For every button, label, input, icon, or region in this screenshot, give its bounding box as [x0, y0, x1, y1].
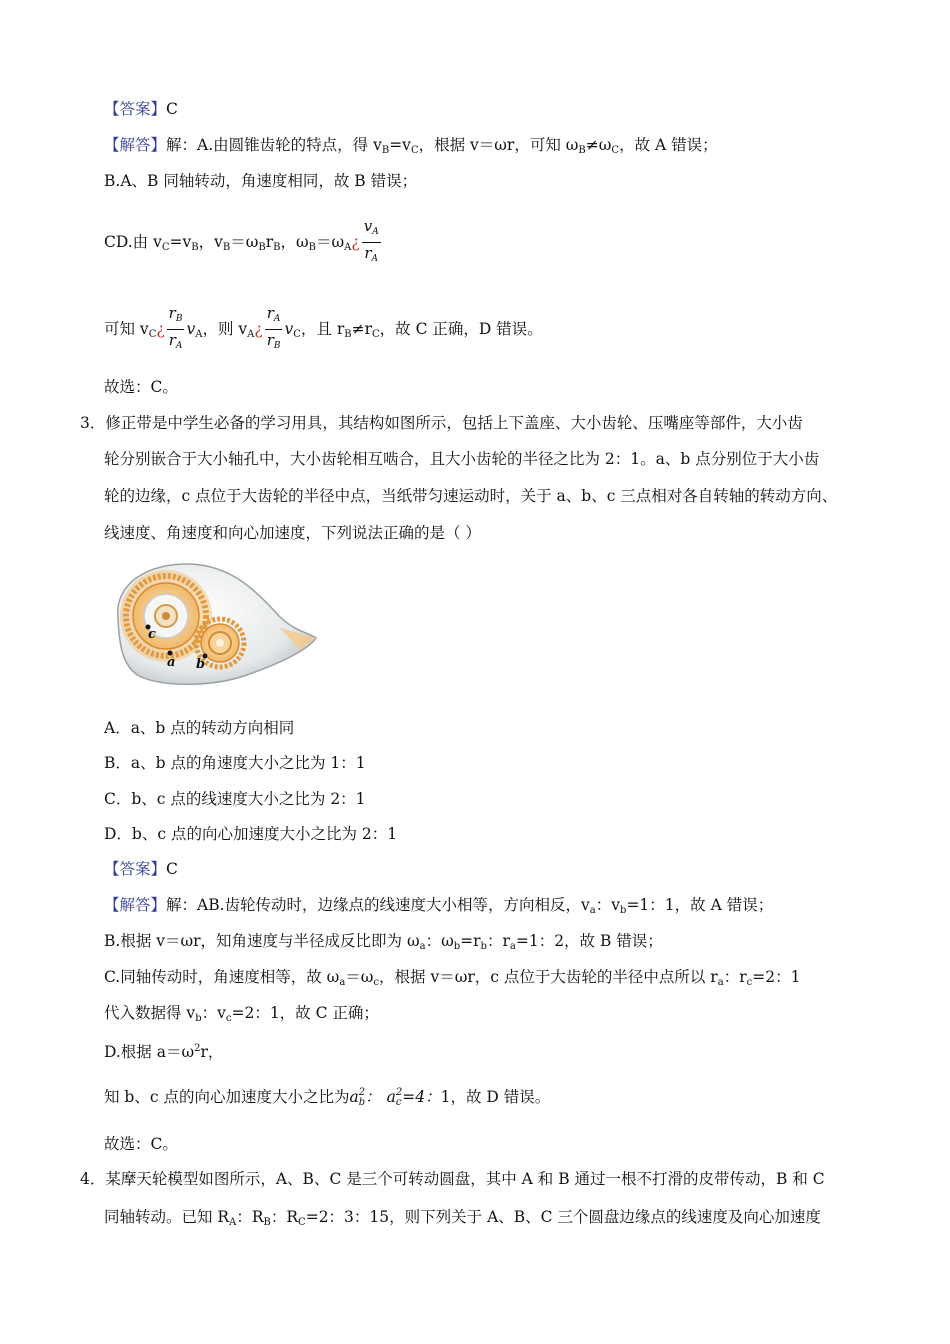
- q3-explain-1: [104, 894, 773, 922]
- text: A．a、b 点的转动方向相同: [104, 719, 295, 737]
- text: ，ω: [280, 233, 309, 251]
- q3-explain-3: [104, 966, 800, 994]
- text: ：r: [723, 968, 747, 986]
- sub: a: [589, 905, 596, 916]
- sub: B: [273, 341, 281, 351]
- sub: b: [480, 941, 487, 952]
- math-a: a: [349, 1088, 359, 1106]
- text: r: [168, 304, 176, 322]
- frac-num: [167, 305, 185, 330]
- sub: B: [344, 329, 352, 340]
- sub: A: [195, 329, 203, 340]
- text: =1：2，故 B 错误；: [515, 932, 663, 950]
- q3-stem-1: [80, 412, 803, 434]
- text: ，故 C 正确，D 错误。: [379, 320, 543, 338]
- text: ，根据 v＝ωr，c 点位于大齿轮的半径中点所以 r: [379, 968, 718, 986]
- text: ：R: [270, 1208, 299, 1226]
- text: ，且 r: [300, 320, 345, 338]
- text: D．b、c 点的向心加速度大小之比为 2：1: [104, 825, 398, 843]
- text: D.根据 a＝ω: [104, 1043, 195, 1061]
- q4-stem-1: [80, 1168, 825, 1190]
- sub: c: [225, 1013, 232, 1024]
- text: ：v: [595, 896, 621, 914]
- sub: C: [161, 242, 170, 253]
- question-mark-glyph: ¿: [351, 233, 360, 251]
- text: =2：1，故 C 正确；: [231, 1004, 379, 1022]
- explain-line-4: [104, 305, 543, 357]
- sub: A: [175, 341, 183, 351]
- sup: 2: [194, 1043, 201, 1054]
- sub: B: [381, 145, 390, 156]
- text: CD.由 v: [104, 233, 162, 251]
- sub: A: [247, 329, 255, 340]
- q3-option-b: [104, 752, 366, 774]
- sub: B: [308, 242, 317, 253]
- answer-line-prev: [104, 98, 178, 120]
- frac-den: [265, 330, 283, 355]
- text: ，v: [198, 233, 223, 251]
- sub: C: [410, 145, 419, 156]
- choose-line-prev: [104, 376, 178, 398]
- sub: C: [372, 329, 380, 340]
- text: 轮的边缘，c 点位于大齿轮的半径中点，当纸带匀速运动时，关于 a、b、c 三点相对各自转轴的转动方向、: [104, 487, 838, 505]
- text: 代入数据得 v: [104, 1004, 196, 1022]
- text: 同轴转动。已知 R: [104, 1208, 230, 1226]
- text: 解：AB.齿轮传动时，边缘点的线速度大小相等，方向相反，v: [166, 896, 590, 914]
- text: 3．修正带是中学生必备的学习用具，其结构如图所示，包括上下盖座、大小齿轮、压嘴座等部件，大小齿: [80, 414, 803, 432]
- q3-explain-4: [104, 1002, 379, 1030]
- sub: B: [258, 242, 266, 253]
- text: 1，故 D 错误。: [440, 1088, 551, 1106]
- sub: B: [175, 314, 183, 324]
- text: r: [266, 331, 274, 349]
- text: r: [265, 233, 274, 251]
- text: ＝ω: [316, 233, 345, 251]
- sub: C: [611, 145, 620, 156]
- text: r: [168, 331, 176, 349]
- q3-explain-6: [104, 1083, 550, 1111]
- sub: A: [273, 314, 281, 324]
- text: 故选：C。: [104, 378, 178, 396]
- text: B.A、B 同轴转动，角速度相同，故 B 错误；: [104, 172, 418, 190]
- sub: a: [419, 941, 426, 952]
- text: B．a、b 点的角速度大小之比为 1：1: [104, 754, 366, 772]
- text: v: [284, 320, 294, 338]
- text: ＝ω: [345, 968, 374, 986]
- q3-explain-5: [104, 1038, 223, 1063]
- sub: C: [148, 329, 157, 340]
- text: r: [364, 244, 372, 262]
- text: ：r: [486, 932, 510, 950]
- answer-value: C: [166, 860, 178, 878]
- text: =2：1: [752, 968, 801, 986]
- text: ＝ω: [230, 233, 259, 251]
- q3-explain-2: [104, 930, 663, 958]
- text: 故选：C。: [104, 1135, 178, 1153]
- explain-line-2: [104, 170, 417, 192]
- frac-num: [362, 218, 381, 243]
- text: ，则 v: [202, 320, 248, 338]
- text: =4：: [402, 1088, 441, 1106]
- text: ≠ω: [585, 136, 612, 154]
- q3-option-a: [104, 717, 294, 739]
- sub: a: [339, 977, 346, 988]
- text: =r: [460, 932, 481, 950]
- text: B.根据 v＝ωr，知角速度与半径成反比即为 ω: [104, 932, 420, 950]
- question-mark-glyph: ¿: [156, 320, 165, 338]
- frac-den: [167, 330, 185, 355]
- text: =v: [389, 136, 411, 154]
- sub: b: [453, 941, 461, 952]
- explain-tag: 【解答】: [104, 136, 167, 154]
- text: 解：A.由圆锥齿轮的特点，得 v: [166, 136, 382, 154]
- sub: b: [358, 1097, 366, 1108]
- text: ，故 A 错误；: [619, 136, 718, 154]
- sub: c: [395, 1097, 402, 1108]
- label-c: c: [148, 627, 156, 642]
- fraction-va-ra: [362, 218, 381, 268]
- sub: b: [620, 905, 627, 916]
- q3-option-d: [104, 823, 397, 845]
- text: ，根据 v＝ωr，可知 ω: [418, 136, 579, 154]
- sub: C: [298, 1217, 306, 1228]
- text: r: [266, 304, 274, 322]
- text: ：ω: [425, 932, 454, 950]
- math-a: a: [386, 1088, 396, 1106]
- text: =2：3：15，则下列关于 A、B、C 三个圆盘边缘点的线速度及向心加速度: [305, 1208, 821, 1226]
- text: v: [186, 320, 196, 338]
- sub: A: [371, 254, 379, 264]
- text: 知 b、c 点的向心加速度大小之比为: [104, 1088, 350, 1106]
- fraction-ra-rb: [265, 305, 283, 355]
- sub: B: [273, 242, 281, 253]
- sub: B: [222, 242, 231, 253]
- answer-line-q3: [104, 858, 178, 880]
- answer-tag: 【答案】: [104, 860, 167, 878]
- text: ：v: [201, 1004, 226, 1022]
- explain-line-1: [104, 134, 718, 162]
- text: 可知 v: [104, 320, 149, 338]
- text: 线速度、角速度和向心加速度，下列说法正确的是（ ）: [104, 524, 481, 542]
- correction-tape-photo: [104, 558, 322, 692]
- sup: 2: [395, 1087, 403, 1098]
- text: C．b、c 点的线速度大小之比为 2：1: [104, 790, 366, 808]
- sub: B: [578, 145, 586, 156]
- answer-tag: 【答案】: [104, 100, 167, 118]
- explain-tag: 【解答】: [104, 896, 167, 914]
- sub: A: [372, 227, 379, 237]
- text: 轮分别嵌合于大小轴孔中，大小齿轮相互啮合，且大小齿轮的半径之比为 2：1。a、b 点分别位于大小齿: [104, 450, 820, 468]
- label-a: a: [167, 655, 176, 670]
- text: C.同轴传动时，角速度相等，故 ω: [104, 968, 340, 986]
- sub: c: [746, 977, 753, 988]
- sub: a: [509, 941, 516, 952]
- choose-line-q3: [104, 1133, 178, 1155]
- sup: 2: [358, 1087, 366, 1098]
- frac-num: [265, 305, 283, 330]
- text: r，: [200, 1043, 224, 1061]
- text: =v: [169, 233, 192, 251]
- sub: c: [373, 977, 380, 988]
- sub: A: [344, 242, 352, 253]
- text: ≠r: [351, 320, 373, 338]
- q4-stem-2: [104, 1206, 821, 1234]
- q3-stem-2: [104, 448, 819, 470]
- text: 4．某摩天轮模型如图所示，A、B、C 是三个可转动圆盘，其中 A 和 B 通过一根不打滑的皮带传动，B 和 C: [80, 1170, 825, 1188]
- sub: A: [229, 1217, 237, 1228]
- q3-stem-4: [104, 522, 481, 544]
- frac-den: [362, 243, 381, 268]
- text: =1：1，故 A 错误；: [626, 896, 774, 914]
- text: v: [363, 217, 373, 235]
- explain-line-3: [104, 218, 383, 268]
- question-mark-glyph: ¿: [254, 320, 263, 338]
- fraction-rb-ra: [167, 305, 185, 355]
- sub: B: [191, 242, 199, 253]
- text: ：: [365, 1088, 381, 1106]
- sub: a: [717, 977, 724, 988]
- sub: B: [263, 1217, 271, 1228]
- text: ：R: [236, 1208, 264, 1226]
- answer-value: C: [166, 100, 178, 118]
- q3-stem-3: [104, 485, 837, 507]
- q3-option-c: [104, 788, 366, 810]
- label-b: b: [196, 657, 206, 672]
- sub: C: [293, 329, 301, 340]
- sub: b: [195, 1013, 202, 1024]
